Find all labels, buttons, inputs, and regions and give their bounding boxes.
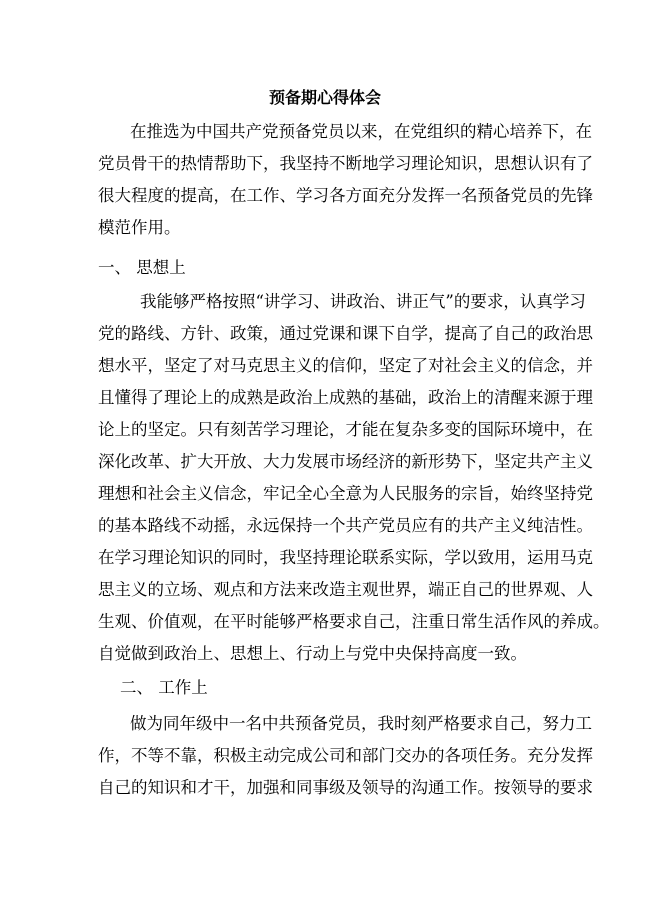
paragraph-line: 在学习理论知识的同时，我坚持理论联系实际，学以致用，运用马克 [98, 548, 593, 567]
paragraph-line: 论上的坚定。只有刻苦学习理论，才能在复杂多变的国际环境中，在 [98, 420, 593, 439]
paragraph-line: 深化改革、扩大开放、大力发展市场经济的新形势下，坚定共产主义 [98, 452, 593, 471]
paragraph-line: 模范作用。 [98, 218, 181, 237]
paragraph-line: 思主义的立场、观点和方法来改造主观世界，端正自己的世界观、人 [98, 580, 593, 599]
paragraph-line: 理想和社会主义信念，牢记全心全意为人民服务的宗旨，始终坚持党 [98, 484, 593, 503]
paragraph-line: 在推选为中国共产党预备党员以来，在党组织的精心培养下，在 [130, 122, 592, 141]
paragraph-line: 的基本路线不动摇，永远保持一个共产党员应有的共产主义纯洁性。 [98, 516, 593, 535]
paragraph-line: 党员骨干的热情帮助下，我坚持不断地学习理论知识，思想认识有了 [98, 154, 593, 173]
paragraph-line: 生观、价值观，在平时能够严格要求自己，注重日常生活作风的养成。 [98, 612, 610, 631]
paragraph-line: 作，不等不靠，积极主动完成公司和部门交办的各项任务。充分发挥 [98, 746, 593, 765]
section-heading-thought: 一、 思想上 [98, 258, 186, 277]
paragraph-line: 我能够严格按照“讲学习、讲政治、讲正气”的要求，认真学习 [140, 292, 586, 311]
section-heading-work: 二、 工作上 [120, 678, 208, 697]
paragraph-line: 做为同年级中一名中共预备党员，我时刻严格要求自己，努力工 [130, 714, 592, 733]
paragraph-line: 自己的知识和才干，加强和同事级及领导的沟通工作。按领导的要求 [98, 778, 593, 797]
paragraph-line: 自觉做到政治上、思想上、行动上与党中央保持高度一致。 [98, 644, 527, 663]
paragraph-line: 很大程度的提高，在工作、学习各方面充分发挥一名预备党员的先锋 [98, 186, 593, 205]
page-title: 预备期心得体会 [268, 88, 381, 107]
paragraph-line: 党的路线、方针、政策，通过党课和课下自学，提高了自己的政治思 [98, 324, 593, 343]
paragraph-line: 想水平，坚定了对马克思主义的信仰，坚定了对社会主义的信念，并 [98, 356, 593, 375]
paragraph-line: 且懂得了理论上的成熟是政治上成熟的基础，政治上的清醒来源于理 [98, 388, 593, 407]
